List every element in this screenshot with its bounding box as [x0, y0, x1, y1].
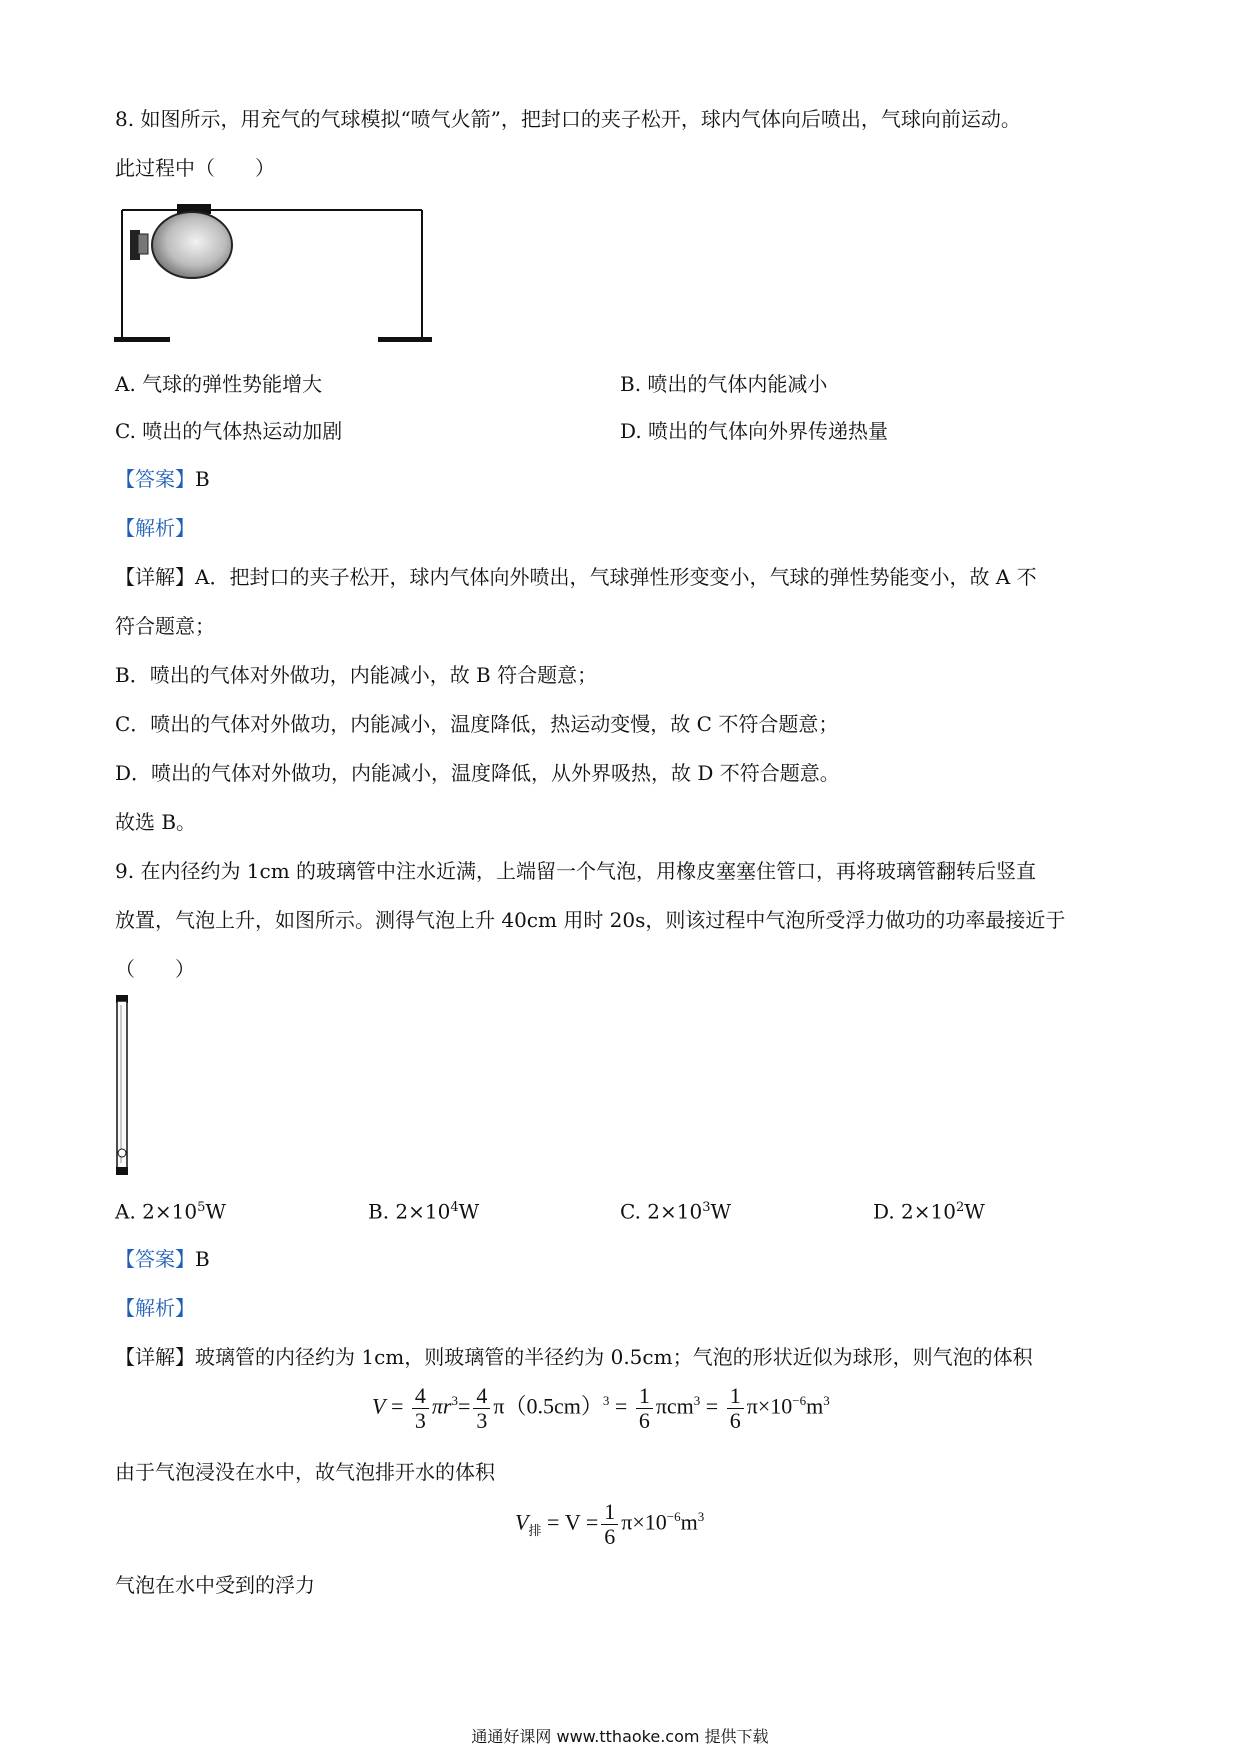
q8-answer [115, 466, 210, 492]
formula-1-pcm: πcm [655, 1393, 694, 1419]
q8-detail-d: D．喷出的气体对外做功，内能减小，温度降低，从外界吸热，故 D 不符合题意。 [115, 761, 840, 785]
frame-right-foot [378, 337, 432, 342]
q9-option-c [620, 1195, 731, 1225]
q8-option-b: B. 喷出的气体内能减小 [620, 372, 828, 396]
q9-detail-tag: 【详解】 [115, 1345, 195, 1369]
q8-analysis [115, 515, 195, 541]
displaced-volume-formula [515, 1500, 704, 1549]
frame-left-foot [114, 337, 170, 342]
q8-detail-a-line2: 符合题意； [115, 614, 215, 638]
formula-1-exp: −6 [792, 1393, 807, 1409]
q8-detail-a1-text: A．把封口的夹子松开，球内气体向外喷出，气球弹性形变变小，气球的弹性势能变小，故 A 不 [195, 565, 1037, 589]
tube-bottom-stopper [116, 1167, 128, 1175]
formula-1-eq3: = [609, 1393, 633, 1419]
formula-1-unit: m [806, 1393, 824, 1419]
formula-1-eq2: = [457, 1393, 471, 1419]
q8-detail-a-line1 [115, 564, 1037, 590]
q8-detail-tag: 【详解】 [115, 565, 195, 589]
q9-option-c-unit: W [710, 1199, 732, 1224]
formula-1-cube: 3 [451, 1393, 458, 1409]
q8-answer-value: B [195, 467, 210, 491]
q8-option-c: C. 喷出的气体热运动加剧 [115, 419, 343, 443]
air-bubble [118, 1149, 126, 1157]
q8-option-a: A. 气球的弹性势能增大 [115, 372, 323, 396]
glass-tube [117, 1001, 127, 1169]
q8-option-d: D. 喷出的气体向外界传递热量 [620, 419, 889, 443]
q9-detail-1 [115, 1344, 1033, 1370]
formula-1-cube3: 3 [693, 1393, 701, 1409]
q9-analysis-tag: 【解析】 [115, 1296, 195, 1320]
volume-formula [372, 1384, 830, 1433]
formula-2-eq: = V = [541, 1509, 599, 1535]
formula-2-unit: m [680, 1509, 698, 1535]
q9-option-d-exp: 2 [955, 1200, 965, 1215]
q9-option-a [115, 1195, 226, 1225]
formula-1-cube4: 3 [823, 1393, 830, 1409]
formula-2-cube: 3 [697, 1509, 705, 1525]
q9-option-a-base: A. 2×10 [115, 1199, 198, 1224]
glass-tube-figure [112, 993, 136, 1178]
q9-option-b-unit: W [458, 1199, 480, 1224]
q9-stem-line1: 9. 在内径约为 1cm 的玻璃管中注水近满，上端留一个气泡，用橡皮塞塞住管口，再将玻璃管翻转后竖直 [115, 859, 1037, 883]
q8-answer-tag: 【答案】 [115, 467, 195, 491]
q8-analysis-tag: 【解析】 [115, 516, 195, 540]
q9-option-c-base: C. 2×10 [620, 1199, 703, 1224]
footer-watermark: 通通好课网 www.tthaoke.com 提供下载 [471, 1727, 769, 1746]
q9-option-a-unit: W [205, 1199, 226, 1224]
q8-stem-line1: 8. 如图所示，用充气的气球模拟“喷气火箭”，把封口的夹子松开，球内气体向后喷出，气球向前运动。 [115, 107, 1021, 131]
formula-1-tail: π×10 [746, 1393, 793, 1419]
q9-answer-value: B [195, 1247, 210, 1271]
q9-detail-2: 由于气泡浸没在水中，故气泡排开水的体积 [115, 1460, 495, 1484]
formula-2-frac: $\frac{1}{6}$ [601, 1500, 618, 1549]
q9-answer-tag: 【答案】 [115, 1247, 195, 1271]
formula-2-sub: 排 [528, 1522, 542, 1538]
q9-option-a-exp: 5 [197, 1200, 206, 1215]
formula-2-tail: π×10 [621, 1509, 667, 1535]
q9-stem-line3: （ ） [115, 957, 195, 981]
q8-detail-b: B．喷出的气体对外做功，内能减小，故 B 符合题意； [115, 663, 598, 687]
formula-2-exp: −6 [666, 1509, 681, 1525]
formula-1-pi-r: πr [431, 1393, 452, 1419]
formula-1-eq: = [385, 1393, 409, 1419]
q8-conclusion: 故选 B。 [115, 810, 197, 834]
formula-1-eq4: = [700, 1393, 724, 1419]
balloon-rocket-figure [112, 200, 432, 350]
formula-1-frac-1: $\frac{4}{3}$ [412, 1384, 429, 1433]
q8-detail-c: C．喷出的气体对外做功，内能减小，温度降低，热运动变慢，故 C 不符合题意； [115, 712, 839, 736]
q9-stem-line2: 放置，气泡上升，如图所示。测得气泡上升 40cm 用时 20s，则该过程中气泡所受浮力做功的功率最接近于 [115, 908, 1066, 932]
q9-option-d [873, 1195, 985, 1225]
q9-option-b-base: B. 2×10 [368, 1199, 451, 1224]
balloon [152, 212, 232, 278]
formula-1-mid: π（0.5cm） [493, 1393, 603, 1419]
formula-1-frac-2: $\frac{4}{3}$ [473, 1384, 490, 1433]
q9-option-b-exp: 4 [450, 1200, 459, 1215]
formula-1-frac-4: $\frac{1}{6}$ [727, 1384, 744, 1433]
q9-answer [115, 1246, 210, 1272]
q8-stem-line2: 此过程中（ ） [115, 156, 275, 180]
q9-detail-3: 气泡在水中受到的浮力 [115, 1573, 315, 1597]
q9-option-b [368, 1195, 479, 1225]
q9-option-d-unit: W [964, 1199, 985, 1224]
q9-option-d-base: D. 2×10 [873, 1199, 956, 1224]
balloon-nozzle [138, 234, 148, 254]
q9-detail-1-text: 玻璃管的内径约为 1cm，则玻璃管的半径约为 0.5cm；气泡的形状近似为球形，则气泡的体积 [195, 1345, 1033, 1369]
formula-2-lhs: V [515, 1509, 529, 1535]
q9-option-c-exp: 3 [702, 1200, 711, 1215]
formula-1-lhs: V [372, 1393, 386, 1419]
q9-analysis [115, 1295, 195, 1321]
formula-1-cube2: 3 [602, 1393, 610, 1409]
formula-1-frac-3: $\frac{1}{6}$ [636, 1384, 653, 1433]
